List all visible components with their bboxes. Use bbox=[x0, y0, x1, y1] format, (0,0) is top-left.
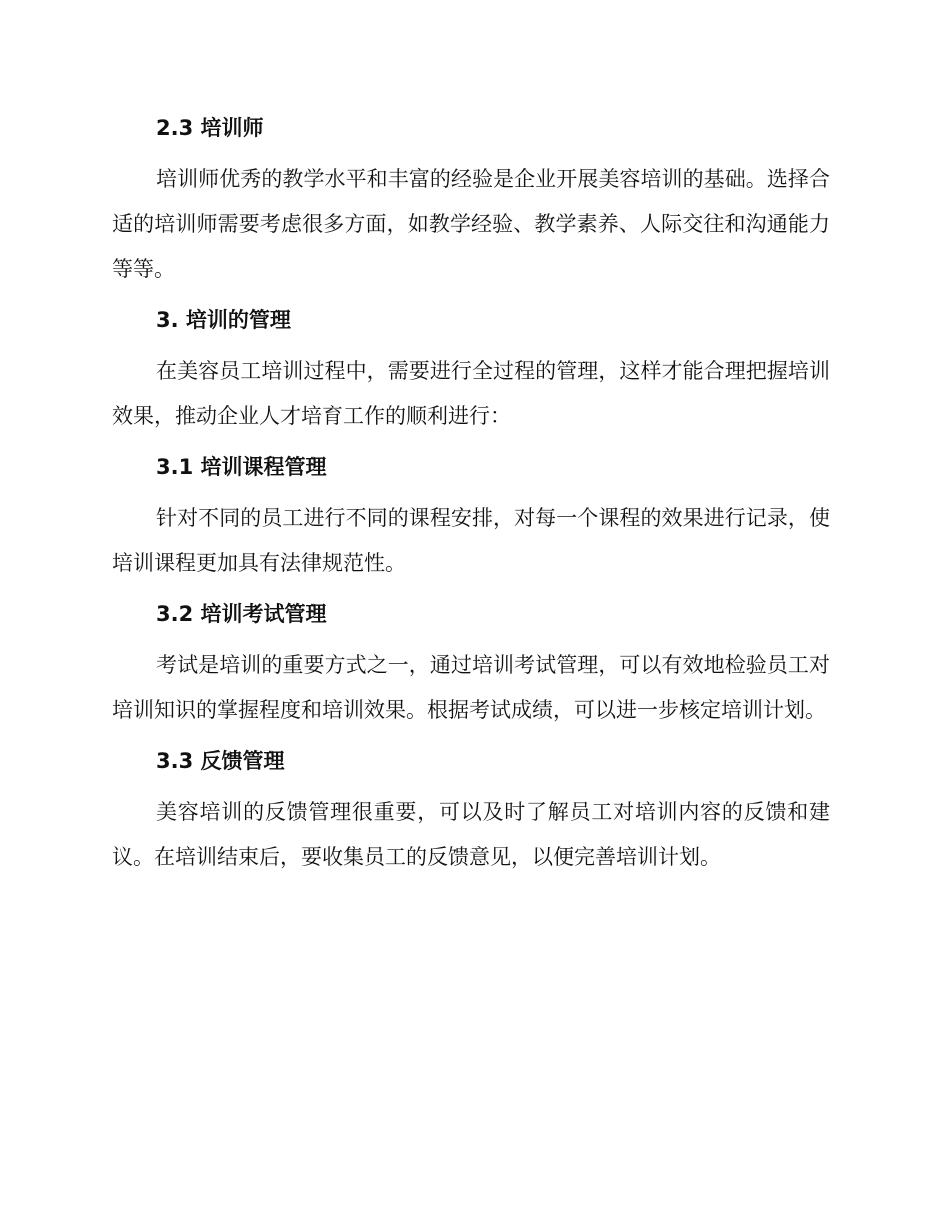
section-heading: 2.3 培训师 bbox=[156, 116, 264, 140]
document-body bbox=[112, 112, 830, 880]
section-heading: 3. 培训的管理 bbox=[156, 308, 291, 332]
section-heading: 3.3 反馈管理 bbox=[156, 749, 285, 773]
section-heading: 3.2 培训考试管理 bbox=[156, 602, 327, 626]
section-paragraph: 针对不同的员工进行不同的课程安排，对每一个课程的效果进行记录，使培训课程更加具有法律规范性。 bbox=[112, 506, 830, 575]
section-paragraph: 在美容员工培训过程中，需要进行全过程的管理，这样才能合理把握培训效果，推动企业人才培育工作的顺利进行： bbox=[112, 359, 830, 428]
section-paragraph: 美容培训的反馈管理很重要，可以及时了解员工对培训内容的反馈和建议。在培训结束后，要收集员工的反馈意见，以便完善培训计划。 bbox=[112, 800, 830, 869]
section-paragraph: 培训师优秀的教学水平和丰富的经验是企业开展美容培训的基础。选择合适的培训师需要考虑很多方面，如教学经验、教学素养、人际交往和沟通能力等等。 bbox=[112, 167, 830, 281]
section-paragraph: 考试是培训的重要方式之一，通过培训考试管理，可以有效地检验员工对培训知识的掌握程度和培训效果。根据考试成绩，可以进一步核定培训计划。 bbox=[112, 653, 830, 722]
section-heading: 3.1 培训课程管理 bbox=[156, 455, 327, 479]
